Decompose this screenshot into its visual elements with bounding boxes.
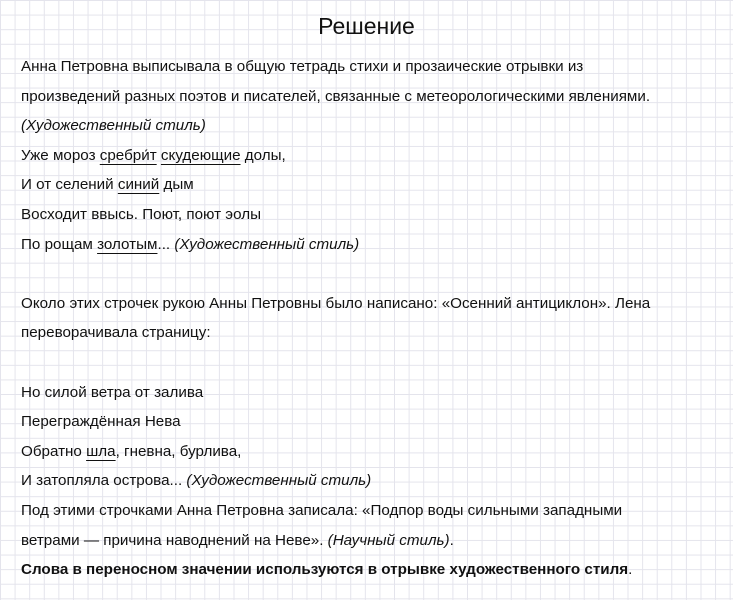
style-note-2: (Художественный стиль) bbox=[174, 235, 360, 253]
poem-2-line-2: Переграждённая Нева bbox=[21, 413, 181, 431]
poem-2-line-3: Обратно шла, гневна, бурлива, bbox=[21, 442, 242, 460]
conclusion: Слова в переносном значении используются в отрывке художественного стиля. bbox=[21, 561, 633, 579]
page-title: Решение bbox=[318, 13, 415, 39]
poem-1-line-1: Уже мороз сребри́т скудеющие долы, bbox=[21, 146, 286, 164]
paragraph-2-line-1: Около этих строчек рукою Анны Петровны было написано: «Осенний антициклон». Лена bbox=[21, 294, 651, 312]
paragraph-3-line-1: Под этими строчками Анна Петровна записала: «Подпор воды сильными западными bbox=[21, 501, 623, 519]
paragraph-3-line-2: ветрами — причина наводнений на Неве». (Научный стиль). bbox=[21, 531, 454, 549]
spacer bbox=[21, 348, 721, 378]
style-note-1: (Художественный стиль) bbox=[21, 117, 206, 135]
poem-1-line-2: И от селений синий дым bbox=[21, 176, 194, 194]
underlined-word: сребри́т bbox=[99, 146, 157, 164]
spacer bbox=[21, 259, 721, 289]
style-note-4: (Научный стиль) bbox=[327, 531, 450, 549]
poem-2-line-4: И затопляла острова... (Художественный стиль) bbox=[21, 472, 372, 490]
conclusion-bold: Слова в переносном значении используются в отрывке художественного стиля bbox=[21, 561, 629, 579]
poem-1-line-3: Восходит ввысь. Поют, поют эолы bbox=[21, 205, 262, 223]
underlined-word: золотым bbox=[97, 235, 158, 253]
paragraph-1-line-1: Анна Петровна выписывала в общую тетрадь стихи и прозаические отрывки из bbox=[21, 58, 584, 75]
underlined-word: скудеющие bbox=[160, 146, 241, 164]
poem-1-line-4: По рощам золотым... (Художественный стиль) bbox=[21, 235, 360, 253]
underlined-word: синий bbox=[117, 176, 160, 194]
poem-2-line-1: Но силой ветра от залива bbox=[21, 383, 204, 401]
paragraph-2-line-2: переворачивала страницу: bbox=[21, 324, 211, 342]
underlined-word: шла bbox=[86, 442, 116, 460]
style-note-3: (Художественный стиль) bbox=[186, 472, 372, 490]
paragraph-1-line-2: произведений разных поэтов и писателей, связанные с метеорологическими явлениями. bbox=[21, 87, 651, 105]
solution-text bbox=[21, 52, 721, 585]
